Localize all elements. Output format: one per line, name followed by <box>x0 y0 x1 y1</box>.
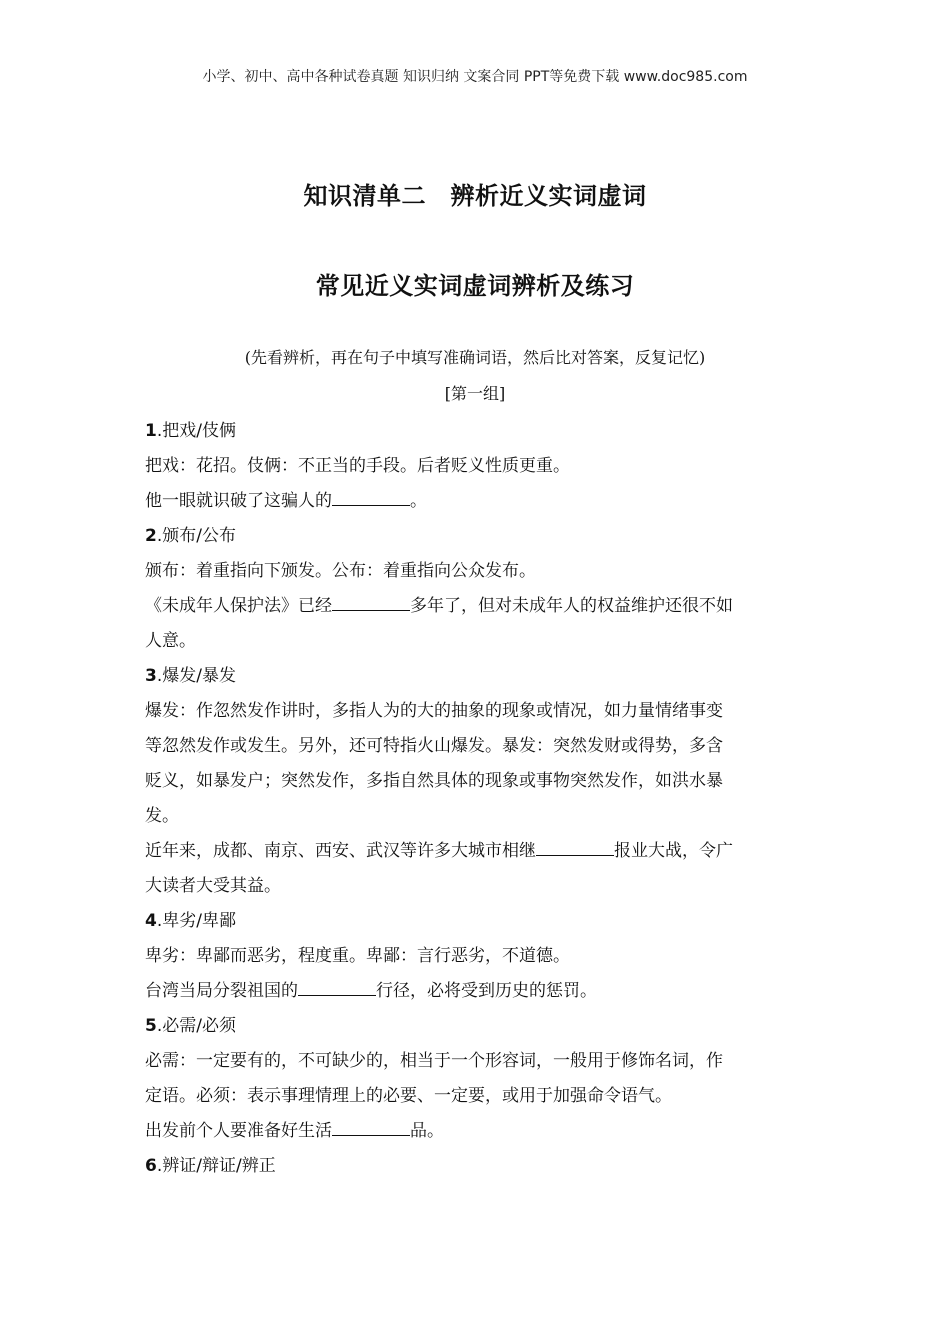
item-number: 6 <box>145 1156 157 1176</box>
item-number: 4 <box>145 911 157 931</box>
item-explanation: 把戏：花招。伎俩：不正当的手段。后者贬义性质更重。 <box>145 456 570 476</box>
item-number: 2 <box>145 526 157 546</box>
item-explanation: 贬义，如暴发户；突然发作，多指自然具体的现象或事物突然发作，如洪水暴 <box>145 771 723 791</box>
practice-sentence: 近年来，成都、南京、西安、武汉等许多大城市相继 报业大战，令广 <box>145 834 810 869</box>
fill-blank <box>536 838 614 856</box>
item-words: 颁布/公布 <box>162 526 236 546</box>
practice-sentence: 《未成年人保护法》已经 多年了，但对未成年人的权益维护还很不如 <box>145 589 810 624</box>
instruction-text: (先看辨析，再在句子中填写准确词语，然后比对答案，反复记忆) <box>244 348 706 367</box>
item-explanation: 颁布：着重指向下颁发。公布：着重指向公众发布。 <box>145 561 536 581</box>
item-number: 3 <box>145 666 157 686</box>
document-subtitle: 常见近义实词虚词辨析及练习 <box>315 272 635 300</box>
page-header: 小学、初中、高中各种试卷真题 知识归纳 文案合同 PPT等免费下载 www.doc985.com <box>202 69 748 85</box>
item-heading: 1.把戏/伎俩 <box>145 421 236 441</box>
item-explanation: 发。 <box>145 806 179 826</box>
item-explanation: 必需：一定要有的，不可缺少的，相当于一个形容词，一般用于修饰名词，作 <box>145 1051 723 1071</box>
item-explanation: 卑劣：卑鄙而恶劣，程度重。卑鄙：言行恶劣，不道德。 <box>145 946 570 966</box>
item-heading: 2.颁布/公布 <box>145 526 236 546</box>
item-explanation: 爆发：作忽然发作讲时，多指人为的大的抽象的现象或情况，如力量情绪事变 <box>145 701 723 721</box>
item-heading: 5.必需/必须 <box>145 1016 236 1036</box>
document-title: 知识清单二 辨析近义实词虚词 <box>303 182 647 210</box>
entries <box>145 414 810 1184</box>
fill-blank <box>332 488 410 506</box>
practice-sentence-cont: 人意。 <box>145 631 196 651</box>
practice-sentence: 他一眼就识破了这骗人的 。 <box>145 484 810 519</box>
practice-sentence: 出发前个人要准备好生活 品。 <box>145 1114 810 1149</box>
fill-blank <box>298 978 376 996</box>
item-number: 5 <box>145 1016 157 1036</box>
item-number: 1 <box>145 421 157 441</box>
item-words: 辨证/辩证/辨正 <box>162 1156 276 1176</box>
item-words: 必需/必须 <box>162 1016 236 1036</box>
item-words: 把戏/伎俩 <box>162 421 236 441</box>
group-label: [第一组] <box>444 384 506 403</box>
fill-blank <box>332 593 410 611</box>
item-words: 卑劣/卑鄙 <box>162 911 236 931</box>
item-words: 爆发/暴发 <box>162 666 236 686</box>
item-heading: 3.爆发/暴发 <box>145 666 236 686</box>
item-explanation: 等忽然发作或发生。另外，还可特指火山爆发。暴发：突然发财或得势，多含 <box>145 736 723 756</box>
item-heading: 6.辨证/辩证/辨正 <box>145 1156 276 1176</box>
item-explanation: 定语。必须：表示事理情理上的必要、一定要，或用于加强命令语气。 <box>145 1086 672 1106</box>
practice-sentence: 台湾当局分裂祖国的 行径，必将受到历史的惩罚。 <box>145 974 810 1009</box>
item-heading: 4.卑劣/卑鄙 <box>145 911 236 931</box>
fill-blank <box>332 1118 410 1136</box>
practice-sentence-cont: 大读者大受其益。 <box>145 876 281 896</box>
